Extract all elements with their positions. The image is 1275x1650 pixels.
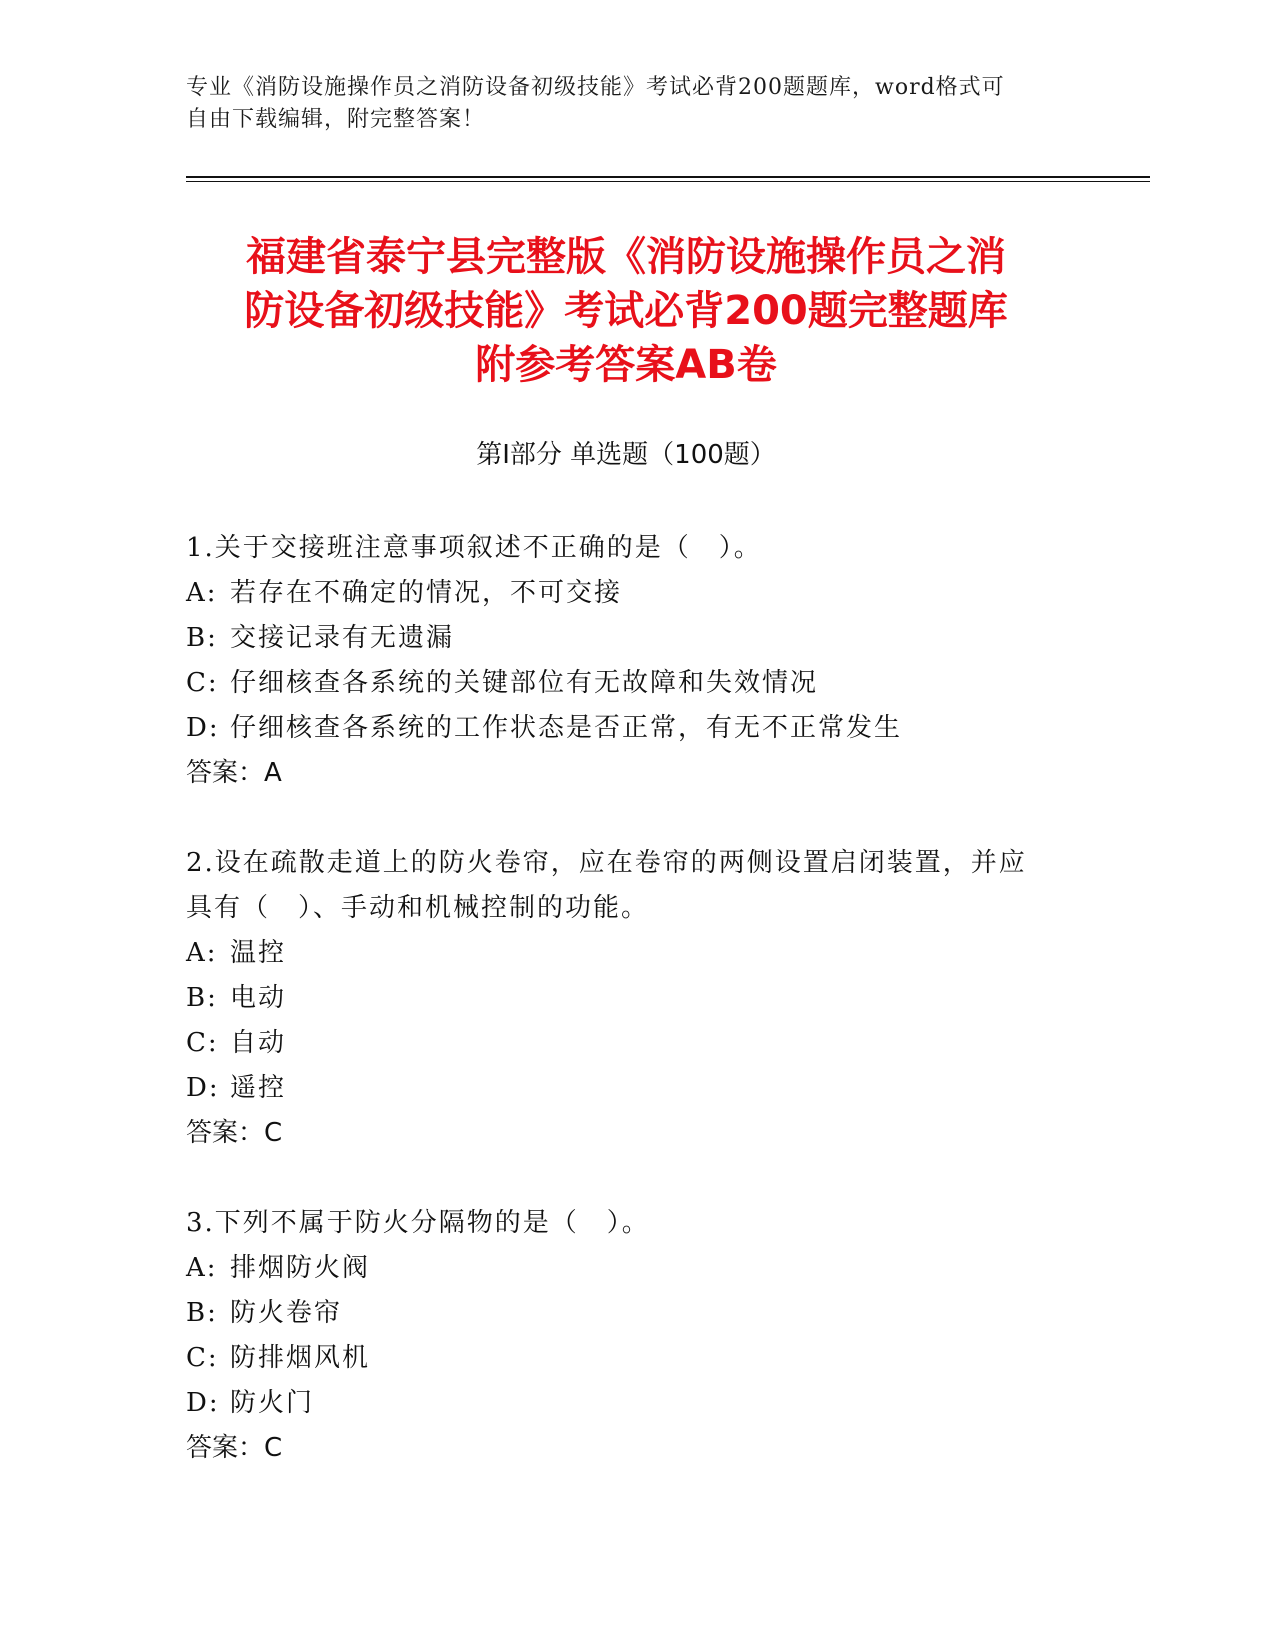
option-text: 交接记录有无遗漏 xyxy=(230,623,455,653)
title-line-1: 福建省泰宁县完整版《消防设施操作员之消 xyxy=(246,234,1006,280)
title-line-2: 防设备初级技能》考试必背200题完整题库 xyxy=(244,288,1008,334)
option-letter: A: xyxy=(186,1253,218,1283)
option-a xyxy=(186,571,1066,616)
question-stem: 1.关于交接班注意事项叙述不正确的是（ ）。 xyxy=(186,533,762,563)
option-letter: B: xyxy=(186,1298,218,1328)
option-text: 温控 xyxy=(230,938,287,968)
answer-line: 答案：C xyxy=(186,1118,283,1148)
question-stem: 2.设在疏散走道上的防火卷帘，应在卷帘的两侧设置启闭装置，并应 xyxy=(186,848,1027,878)
option-b xyxy=(186,1291,1066,1336)
question-2 xyxy=(186,841,1066,1156)
option-text: 防火卷帘 xyxy=(230,1298,343,1328)
option-text: 若存在不确定的情况，不可交接 xyxy=(230,578,623,608)
option-b xyxy=(186,976,1066,1021)
option-text: 仔细核查各系统的工作状态是否正常，有无不正常发生 xyxy=(230,713,903,743)
option-letter: B: xyxy=(186,983,218,1013)
question-stem-continued: 具有（ ）、手动和机械控制的功能。 xyxy=(186,893,650,923)
option-text: 排烟防火阀 xyxy=(230,1253,371,1283)
question-3 xyxy=(186,1201,1066,1471)
option-letter: C: xyxy=(186,668,219,698)
document-title xyxy=(186,230,1066,392)
option-text: 电动 xyxy=(230,983,287,1013)
option-text: 防火门 xyxy=(230,1388,315,1418)
option-d xyxy=(186,706,1066,751)
option-c xyxy=(186,661,1066,706)
option-text: 仔细核查各系统的关键部位有无故障和失效情况 xyxy=(230,668,819,698)
option-text: 遥控 xyxy=(230,1073,287,1103)
answer-line: 答案：A xyxy=(186,758,282,788)
option-letter: A: xyxy=(186,938,218,968)
section-heading: 第I部分 单选题（100题） xyxy=(476,440,776,470)
page-header xyxy=(186,72,1066,136)
header-divider-thin xyxy=(186,181,1150,182)
option-letter: A: xyxy=(186,578,218,608)
title-line-3: 附参考答案AB卷 xyxy=(475,342,777,388)
option-a xyxy=(186,931,1066,976)
option-letter: D: xyxy=(186,1073,220,1103)
question-1 xyxy=(186,526,1066,796)
header-divider-thick xyxy=(186,176,1150,178)
question-list xyxy=(186,526,1066,1516)
option-text: 防排烟风机 xyxy=(230,1343,371,1373)
option-d xyxy=(186,1066,1066,1111)
header-line-1: 专业《消防设施操作员之消防设备初级技能》考试必背200题题库，word格式可 xyxy=(186,75,1005,100)
question-stem: 3.下列不属于防火分隔物的是（ ）。 xyxy=(186,1208,650,1238)
option-letter: D: xyxy=(186,1388,220,1418)
option-letter: D: xyxy=(186,713,220,743)
option-letter: C: xyxy=(186,1028,219,1058)
option-b xyxy=(186,616,1066,661)
option-d xyxy=(186,1381,1066,1426)
header-line-2: 自由下载编辑，附完整答案！ xyxy=(186,107,486,132)
option-letter: C: xyxy=(186,1343,219,1373)
option-a xyxy=(186,1246,1066,1291)
answer-line: 答案：C xyxy=(186,1433,283,1463)
option-c xyxy=(186,1336,1066,1381)
option-c xyxy=(186,1021,1066,1066)
option-letter: B: xyxy=(186,623,218,653)
option-text: 自动 xyxy=(230,1028,287,1058)
